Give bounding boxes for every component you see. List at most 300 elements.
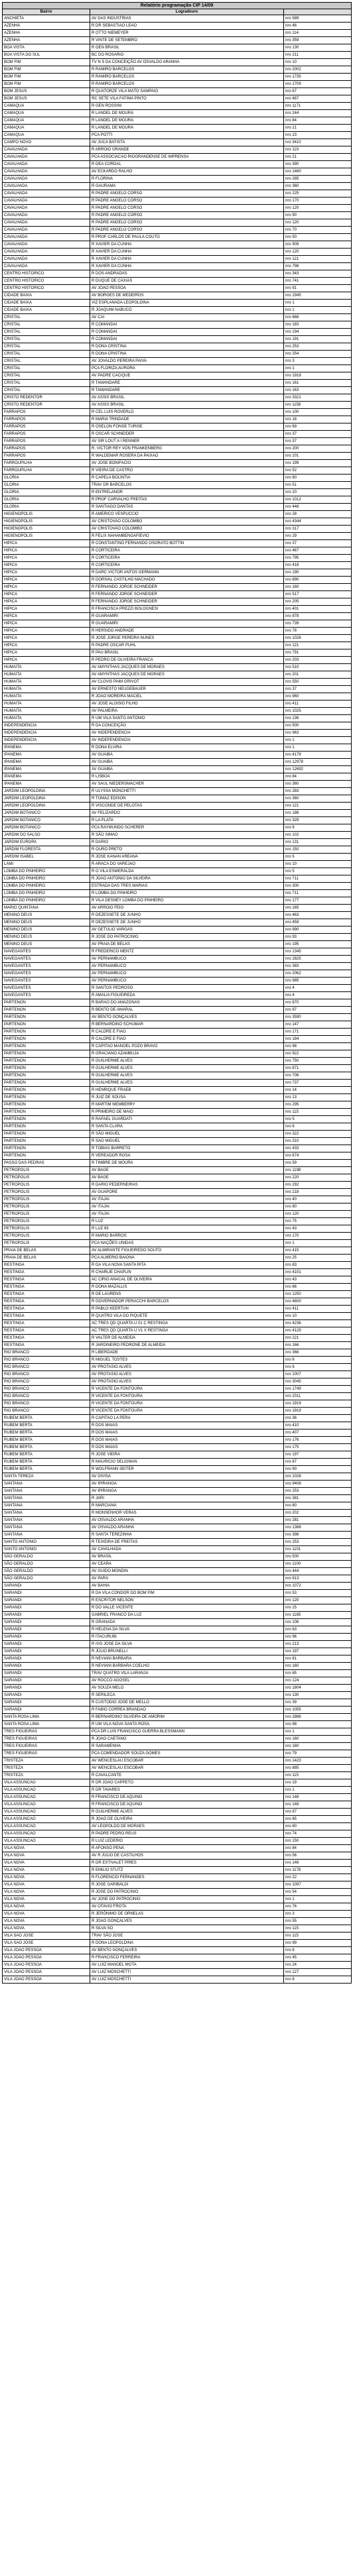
table-row xyxy=(3,846,352,854)
report-title: Relatório programação CIP 14/09 xyxy=(3,3,352,9)
logradouro-cell: R QUATRO VILA DO PIQUETE xyxy=(90,1313,284,1320)
header-bairro: Bairro xyxy=(3,9,90,15)
numero-cell: nro 37 xyxy=(284,431,352,438)
numero-cell: nro 13 xyxy=(284,1094,352,1101)
numero-cell: nro 199 xyxy=(284,460,352,467)
logradouro-cell: R GUARAMIRI xyxy=(90,613,284,620)
numero-cell: nro 1423 xyxy=(284,1758,352,1765)
logradouro-cell: AV CAI xyxy=(90,314,284,321)
logradouro-cell: VIZ ESPLANADA LEOPOLDINA xyxy=(90,300,284,307)
bairro-cell: SANTANA xyxy=(3,1517,90,1524)
bairro-cell: GLORIA xyxy=(3,496,90,504)
bairro-cell: RIO BRANCO xyxy=(3,1408,90,1415)
numero-cell: nro 1919 xyxy=(284,1400,352,1408)
bairro-cell: BOA VISTA xyxy=(3,44,90,52)
bairro-cell: CENTRO HISTORICO xyxy=(3,278,90,285)
numero-cell: nro 1158 xyxy=(284,402,352,409)
numero-cell: nro 191 xyxy=(284,336,352,343)
logradouro-cell: R DEA CORDAL xyxy=(90,161,284,168)
bairro-cell: RUBEM BERTA xyxy=(3,1451,90,1459)
numero-cell: nro 86 xyxy=(284,1284,352,1291)
logradouro-cell: R UM VILA SANTO ANTONIO xyxy=(90,715,284,722)
numero-cell: nro 22 xyxy=(284,1874,352,1881)
numero-cell: nro 29 xyxy=(284,533,352,540)
bairro-cell: HIGIENOPOLIS xyxy=(3,511,90,518)
bairro-cell: HIPICA xyxy=(3,613,90,620)
table-row xyxy=(3,1444,352,1451)
bairro-cell: RESTINGA xyxy=(3,1327,90,1335)
numero-cell: nro 1 xyxy=(284,307,352,314)
numero-cell: nro 253 xyxy=(284,1539,352,1546)
numero-cell: nro 487 xyxy=(284,95,352,103)
numero-cell: nro 225 xyxy=(284,190,352,197)
logradouro-cell: AV ARROIO FEIO xyxy=(90,905,284,912)
logradouro-cell: R VILA DESNEY LOMBA DO PINHEIRO xyxy=(90,897,284,905)
bairro-cell: VILA ASSUNCAO xyxy=(3,1779,90,1787)
bairro-cell: TRISTEZA xyxy=(3,1772,90,1779)
numero-cell: nro 398 xyxy=(284,1532,352,1539)
header-logradouro: Logradouro xyxy=(90,9,284,15)
numero-cell: nro 36 xyxy=(284,1415,352,1422)
bairro-cell: JARDIM LEOPOLDINA xyxy=(3,795,90,803)
table-row xyxy=(3,1823,352,1830)
numero-cell: nro 671 xyxy=(284,1065,352,1072)
bairro-cell: HIPICA xyxy=(3,620,90,628)
bairro-cell: HUMAITA xyxy=(3,686,90,693)
numero-cell: nro 4236 xyxy=(284,1320,352,1327)
table-row xyxy=(3,256,352,263)
numero-cell: nro 360 xyxy=(284,795,352,803)
numero-cell: nro 3410 xyxy=(284,139,352,146)
table-row xyxy=(3,1349,352,1357)
numero-cell: nro 283 xyxy=(284,788,352,795)
bairro-cell: IPANEMA xyxy=(3,759,90,766)
bairro-cell: PARTENON xyxy=(3,1036,90,1043)
bairro-cell: RIO BRANCO xyxy=(3,1393,90,1400)
numero-cell: nro 1945 xyxy=(284,292,352,300)
numero-cell: nro 81 xyxy=(284,1655,352,1663)
logradouro-cell: R HELENA DA SILVA xyxy=(90,1626,284,1634)
numero-cell: nro 19 xyxy=(284,1779,352,1787)
numero-cell: nro 366 xyxy=(284,1349,352,1357)
numero-cell: nro 205 xyxy=(284,598,352,606)
logradouro-cell: R CORTICEIRA xyxy=(90,562,284,569)
table-row xyxy=(3,278,352,285)
bairro-cell: PARTENON xyxy=(3,1101,90,1109)
bairro-cell: SARANDI xyxy=(3,1641,90,1648)
logradouro-cell: R AFONSO PENA xyxy=(90,1845,284,1852)
logradouro-cell: R LISBOA xyxy=(90,773,284,781)
header-row xyxy=(3,9,352,15)
table-row xyxy=(3,270,352,278)
numero-cell: nro 70 xyxy=(284,227,352,234)
table-row xyxy=(3,1714,352,1721)
table-row xyxy=(3,1634,352,1641)
numero-cell: nro 390 xyxy=(284,161,352,168)
numero-cell: nro 383 xyxy=(284,963,352,970)
logradouro-cell: R VALTER DE ALMEIDA xyxy=(90,1335,284,1342)
table-row xyxy=(3,358,352,365)
bairro-cell: CRISTAL xyxy=(3,351,90,358)
table-row xyxy=(3,1750,352,1758)
bairro-cell: IPANEMA xyxy=(3,773,90,781)
table-row xyxy=(3,329,352,336)
logradouro-cell: R ARACA DO VAREJAO xyxy=(90,861,284,868)
logradouro-cell: AV IPIRANGA xyxy=(90,1488,284,1495)
numero-cell: nro 25 xyxy=(284,1255,352,1262)
table-row xyxy=(3,555,352,562)
bairro-cell: CRISTAL xyxy=(3,343,90,351)
numero-cell: nro 220 xyxy=(284,1174,352,1182)
numero-cell: nro 360 xyxy=(284,183,352,190)
logradouro-cell: R DUQUE DE CAXIAS xyxy=(90,278,284,285)
logradouro-cell: R SÃO SIMAO xyxy=(90,832,284,839)
table-row xyxy=(3,1561,352,1568)
table-row xyxy=(3,562,352,569)
table-row xyxy=(3,992,352,999)
table-row xyxy=(3,314,352,321)
bairro-cell: SARANDI xyxy=(3,1663,90,1670)
table-row xyxy=(3,795,352,803)
numero-cell: nro 188 xyxy=(284,810,352,817)
logradouro-cell: AV BORGES DE MEDEIROS xyxy=(90,292,284,300)
bairro-cell: CAVALHADA xyxy=(3,249,90,256)
table-row xyxy=(3,139,352,146)
bairro-cell: HUMAITA xyxy=(3,715,90,722)
table-row xyxy=(3,1947,352,1954)
bairro-cell: CRISTO REDENTOR xyxy=(3,394,90,402)
table-row xyxy=(3,351,352,358)
logradouro-cell: R ENTRELANOR xyxy=(90,489,284,496)
numero-cell: nro 1735 xyxy=(284,74,352,81)
bairro-cell: SARANDI xyxy=(3,1612,90,1619)
numero-cell: nro 1749 xyxy=(284,1386,352,1393)
table-row xyxy=(3,1393,352,1400)
logradouro-cell: R GUILHERME ALVES xyxy=(90,1072,284,1080)
bairro-cell: PETROPOLIS xyxy=(3,1167,90,1174)
table-row xyxy=(3,1677,352,1685)
table-row xyxy=(3,372,352,380)
logradouro-cell: R DONA LEOPOLDINA xyxy=(90,1940,284,1947)
bairro-cell: INDEPENDENCIA xyxy=(3,737,90,744)
numero-cell: nro 160 xyxy=(284,1663,352,1670)
bairro-cell: GLORIA xyxy=(3,504,90,511)
table-row xyxy=(3,1801,352,1809)
bairro-cell: PARTENON xyxy=(3,1138,90,1145)
bairro-cell: VILA NOVA xyxy=(3,1911,90,1918)
numero-cell: nro 1 xyxy=(284,1240,352,1247)
logradouro-cell: PCA NAÇÕES UNIDAS xyxy=(90,1240,284,1247)
table-row xyxy=(3,1604,352,1612)
numero-cell: nro 885 xyxy=(284,1765,352,1772)
logradouro-cell: R GUARAMIRI xyxy=(90,620,284,628)
logradouro-cell: R PROF CARVALHO FREITAS xyxy=(90,496,284,504)
table-row xyxy=(3,1298,352,1306)
bairro-cell: PARTENON xyxy=(3,1080,90,1087)
table-row xyxy=(3,1546,352,1553)
table-row xyxy=(3,1036,352,1043)
table-row xyxy=(3,1772,352,1779)
table-row xyxy=(3,1262,352,1269)
bairro-cell: MENINO DEUS xyxy=(3,934,90,941)
numero-cell: nro 121 xyxy=(284,256,352,263)
logradouro-cell: R PADRE ANGELO CORSO xyxy=(90,227,284,234)
logradouro-cell: R DOS MAIAS xyxy=(90,1422,284,1429)
numero-cell: nro 1072 xyxy=(284,1583,352,1590)
numero-cell: nro 120 xyxy=(284,205,352,212)
bairro-cell: SARANDI xyxy=(3,1604,90,1612)
logradouro-cell: R GUILHERME ALVES xyxy=(90,1065,284,1072)
numero-cell: nro 1388 xyxy=(284,1524,352,1532)
table-row xyxy=(3,176,352,183)
table-row xyxy=(3,1976,352,1984)
bairro-cell: SARANDI xyxy=(3,1648,90,1655)
logradouro-cell: R BERNARDINO SILVEIRA DE AMORIM xyxy=(90,1714,284,1721)
bairro-cell: RUBEM BERTA xyxy=(3,1444,90,1451)
numero-cell: nro 500 xyxy=(284,722,352,730)
logradouro-cell: R TEIXEIRA DE FREITAS xyxy=(90,1539,284,1546)
numero-cell: nro 170 xyxy=(284,197,352,205)
numero-cell: nro 197 xyxy=(284,1451,352,1459)
bairro-cell: CRISTAL xyxy=(3,365,90,372)
numero-cell: nro 310 xyxy=(284,1138,352,1145)
bairro-cell: CENTRO HISTORICO xyxy=(3,270,90,278)
table-row xyxy=(3,1473,352,1481)
table-row xyxy=(3,649,352,657)
numero-cell: nro 1460 xyxy=(284,168,352,176)
logradouro-cell: R O VILA ESMERALDA xyxy=(90,868,284,875)
numero-cell: nro 28 xyxy=(284,511,352,518)
logradouro-cell: R MARIA TRINDADE xyxy=(90,416,284,423)
bairro-cell: VILA NOVA xyxy=(3,1925,90,1932)
numero-cell: nro 87 xyxy=(284,1809,352,1816)
logradouro-cell: R. VICTOR REY VON FRANKENBERG xyxy=(90,445,284,453)
logradouro-cell: R PADRE ANGELO CORSO xyxy=(90,197,284,205)
numero-cell: nro 45 xyxy=(284,1954,352,1962)
logradouro-cell: R WALDEMAR ROSERA DA PAIXAO xyxy=(90,453,284,460)
table-row xyxy=(3,773,352,781)
logradouro-cell: R DORIVAL CASTILHO MACHADO xyxy=(90,577,284,584)
table-row xyxy=(3,1612,352,1619)
table-row xyxy=(3,423,352,431)
logradouro-cell: R AMALIA FIGUEIREDA xyxy=(90,992,284,999)
table-row xyxy=(3,1517,352,1524)
table-row xyxy=(3,1765,352,1772)
logradouro-cell: R DR SEBASTIAO LEAO xyxy=(90,23,284,30)
logradouro-cell: GABRIEL FRANCO DA LUZ xyxy=(90,1612,284,1619)
table-row xyxy=(3,628,352,635)
numero-cell: nro 2888 xyxy=(284,1714,352,1721)
table-row xyxy=(3,88,352,95)
numero-cell: nro 120 xyxy=(284,1211,352,1218)
table-row xyxy=(3,1881,352,1889)
logradouro-cell: BC DO ROSARIO xyxy=(90,52,284,59)
bairro-cell: BOM FIM xyxy=(3,59,90,66)
numero-cell: nro 12692 xyxy=(284,766,352,773)
table-row xyxy=(3,956,352,963)
numero-cell: nro 1 xyxy=(284,744,352,752)
table-row xyxy=(3,1269,352,1276)
bairro-cell: JARDIM FLORESTA xyxy=(3,846,90,854)
logradouro-cell: R NEVIANI BARBARA xyxy=(90,1655,284,1663)
bairro-cell: HIPICA xyxy=(3,562,90,569)
numero-cell: nro 175 xyxy=(284,1444,352,1451)
bairro-cell: SARANDI xyxy=(3,1685,90,1692)
logradouro-cell: R DE LAURENS xyxy=(90,1291,284,1298)
numero-cell: nro 195 xyxy=(284,941,352,948)
bairro-cell: SARANDI xyxy=(3,1655,90,1663)
bairro-cell: FARRAPOS xyxy=(3,431,90,438)
logradouro-cell: R COMANDAI xyxy=(90,336,284,343)
logradouro-cell: R DONA ELVIRA xyxy=(90,744,284,752)
numero-cell: nro 750 xyxy=(284,1058,352,1065)
table-row xyxy=(3,1670,352,1677)
bairro-cell: HIPICA xyxy=(3,649,90,657)
logradouro-cell: R DOS ANDRADAS xyxy=(90,270,284,278)
table-row xyxy=(3,1145,352,1152)
logradouro-cell: R DONA MAZALLIS xyxy=(90,1284,284,1291)
table-row xyxy=(3,591,352,598)
numero-cell: nro 244 xyxy=(284,110,352,117)
table-row xyxy=(3,1707,352,1714)
bairro-cell: IPANEMA xyxy=(3,766,90,773)
bairro-cell: VILA ASSUNCAO xyxy=(3,1816,90,1823)
logradouro-cell: AV SOUZA MELO xyxy=(90,1685,284,1692)
numero-cell: nro 1709 xyxy=(284,81,352,88)
numero-cell: nro 711 xyxy=(284,875,352,883)
logradouro-cell: AV LUIZ MOSCHETTI xyxy=(90,1969,284,1976)
table-row xyxy=(3,227,352,234)
logradouro-cell: R FLORENCIO FERNANDES xyxy=(90,1874,284,1881)
table-row xyxy=(3,1779,352,1787)
bairro-cell: CAMAQUA xyxy=(3,132,90,139)
table-row xyxy=(3,1845,352,1852)
logradouro-cell: R VICENTE DA FONTOURA xyxy=(90,1400,284,1408)
numero-cell: nro 50 xyxy=(284,234,352,241)
bairro-cell: PARTENON xyxy=(3,1065,90,1072)
numero-cell: nro 4344 xyxy=(284,518,352,526)
logradouro-cell: ESTRADA DAS TRES MARIAS xyxy=(90,883,284,890)
table-row xyxy=(3,978,352,985)
bairro-cell: PARTENON xyxy=(3,1050,90,1058)
logradouro-cell: R DONA CRISTINA xyxy=(90,343,284,351)
table-row xyxy=(3,44,352,52)
table-row xyxy=(3,336,352,343)
numero-cell: nro 8 xyxy=(284,1976,352,1984)
table-row xyxy=(3,1838,352,1845)
table-row xyxy=(3,1007,352,1014)
bairro-cell: INDEPENDENCIA xyxy=(3,722,90,730)
logradouro-cell: R HERSIDO ANDRADE xyxy=(90,628,284,635)
bairro-cell: RIO BRANCO xyxy=(3,1349,90,1357)
table-row xyxy=(3,445,352,453)
numero-cell: nro 6 xyxy=(284,824,352,832)
bairro-cell: HIPICA xyxy=(3,584,90,591)
table-row xyxy=(3,803,352,810)
numero-cell: nro 359 xyxy=(284,37,352,44)
numero-cell: nro 84 xyxy=(284,773,352,781)
table-row xyxy=(3,1699,352,1707)
bairro-cell: VILA NOVA xyxy=(3,1845,90,1852)
bairro-cell: CAMAQUA xyxy=(3,117,90,125)
bairro-cell: MENINO DEUS xyxy=(3,919,90,926)
table-row xyxy=(3,1408,352,1415)
logradouro-cell: R FREDERICO MENTZ xyxy=(90,948,284,956)
table-row xyxy=(3,1437,352,1444)
bairro-cell: BOM FIM xyxy=(3,81,90,88)
numero-cell: nro 176 xyxy=(284,1437,352,1444)
logradouro-cell: R HENRIQUE FRAEB xyxy=(90,1087,284,1094)
logradouro-cell: AV ASSIS BRASIL xyxy=(90,394,284,402)
bairro-cell: CRISTAL xyxy=(3,372,90,380)
table-row xyxy=(3,1663,352,1670)
numero-cell: nro 1097 xyxy=(284,1881,352,1889)
table-row xyxy=(3,752,352,759)
numero-cell: nro 90 xyxy=(284,212,352,219)
bairro-cell: VILA JOAO PESSOA xyxy=(3,1976,90,1984)
table-row xyxy=(3,1364,352,1371)
table-row xyxy=(3,730,352,737)
bairro-cell: JARDIM EUROPA xyxy=(3,839,90,846)
logradouro-cell: AV PROTASIO ALVES xyxy=(90,1378,284,1386)
numero-cell: nro 1171 xyxy=(284,103,352,110)
logradouro-cell: R JOAQUIM NABUCO xyxy=(90,307,284,314)
bairro-cell: RESTINGA xyxy=(3,1284,90,1291)
numero-cell: nro 53 xyxy=(284,1590,352,1597)
logradouro-cell: R RAMIRO BARCELOS xyxy=(90,66,284,74)
numero-cell: nro 160 xyxy=(284,1736,352,1743)
numero-cell: nro 115 xyxy=(284,1932,352,1940)
logradouro-cell: AV SIR LOUT A I RENNER xyxy=(90,438,284,445)
logradouro-cell: PCA FLORIZA AURORA xyxy=(90,365,284,372)
table-row xyxy=(3,1174,352,1182)
logradouro-cell: TRAV DR BARCELOS xyxy=(90,482,284,489)
bairro-cell: PARTENON xyxy=(3,1116,90,1123)
logradouro-cell: AV ALMIRANTE FIGUEIREDO SOUTO xyxy=(90,1247,284,1255)
table-row xyxy=(3,416,352,423)
logradouro-cell: R JOSE GARIBALDI xyxy=(90,1881,284,1889)
numero-cell: nro 6 xyxy=(284,1357,352,1364)
table-row xyxy=(3,249,352,256)
bairro-cell: MENINO DEUS xyxy=(3,926,90,934)
bairro-cell: SARANDI xyxy=(3,1626,90,1634)
bairro-cell: PRAIA DE BELAS xyxy=(3,1255,90,1262)
logradouro-cell: AV ITAJAI xyxy=(90,1196,284,1204)
numero-cell: nro 253 xyxy=(284,343,352,351)
numero-cell: nro 317 xyxy=(284,526,352,533)
logradouro-cell: R COMANDAI xyxy=(90,329,284,336)
bairro-cell: RIO BRANCO xyxy=(3,1378,90,1386)
numero-cell: nro 40 xyxy=(284,1196,352,1204)
table-row xyxy=(3,1422,352,1429)
logradouro-cell: R JOSE DO PATROCINIO xyxy=(90,934,284,941)
table-row xyxy=(3,1357,352,1364)
bairro-cell: PETROPOLIS xyxy=(3,1174,90,1182)
numero-cell: nro 10 xyxy=(284,861,352,868)
table-row xyxy=(3,526,352,533)
numero-cell: nro 163 xyxy=(284,387,352,394)
table-row xyxy=(3,103,352,110)
table-row xyxy=(3,496,352,504)
bairro-cell: MENINO DEUS xyxy=(3,941,90,948)
table-row xyxy=(3,642,352,649)
logradouro-cell: R OSELON FONSE TURISE xyxy=(90,423,284,431)
numero-cell: nro 500 xyxy=(284,1553,352,1561)
numero-cell: nro 292 xyxy=(284,1182,352,1189)
numero-cell: nro 415 xyxy=(284,1247,352,1255)
table-row xyxy=(3,1954,352,1962)
table-row xyxy=(3,547,352,555)
